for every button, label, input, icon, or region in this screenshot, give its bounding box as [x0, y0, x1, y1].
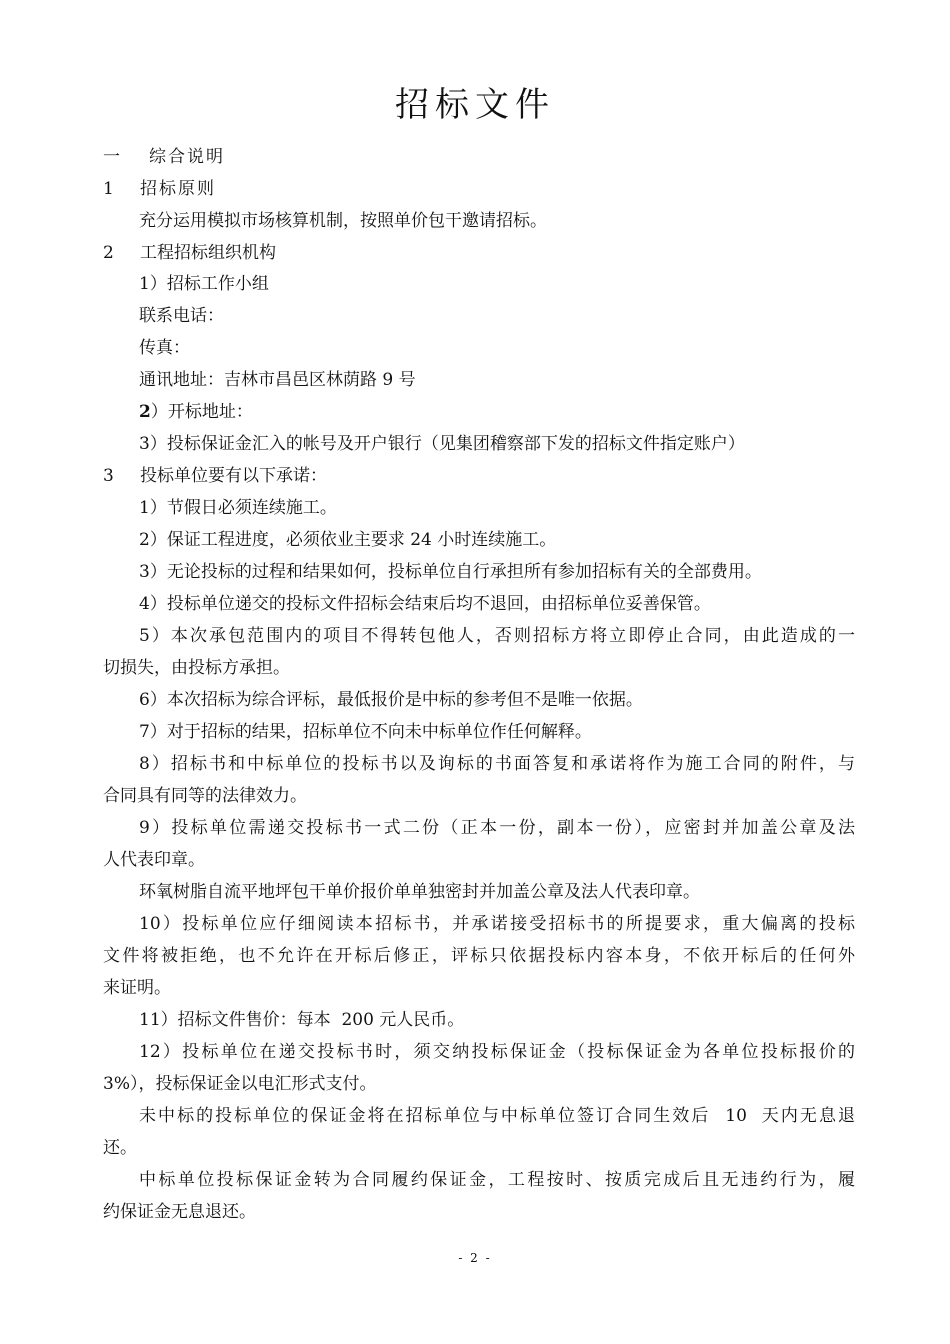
heading-number: 2 [103, 243, 114, 263]
heading-1 [103, 173, 855, 205]
heading-number: 3 [103, 466, 114, 486]
paragraph: 12）投标单位在递交投标书时，须交纳投标保证金（投标保证金为各单位投标报价的 [139, 1042, 855, 1062]
paragraph: 9）投标单位需递交投标书一式二份（正本一份，副本一份），应密封并加盖公章及法 [139, 818, 855, 838]
paragraph: 6）本次招标为综合评标，最低报价是中标的参考但不是唯一依据。 [139, 690, 643, 710]
section-number: 一 [103, 147, 122, 167]
paragraph: 未中标的投标单位的保证金将在招标单位与中标单位签订合同生效后 10 天内无息退 [139, 1106, 855, 1126]
section-heading [103, 141, 855, 173]
paragraph: 1）节假日必须连续施工。 [139, 498, 337, 518]
paragraph: 2）保证工程进度，必须依业主要求 24 小时连续施工。 [139, 530, 557, 550]
paragraph: 3）无论投标的过程和结果如何，投标单位自行承担所有参加招标有关的全部费用。 [139, 562, 762, 582]
heading-3 [103, 460, 855, 492]
paragraph-continuation: 约保证金无息退还。 [103, 1202, 256, 1222]
paragraph: 中标单位投标保证金转为合同履约保证金，工程按时、按质完成后且无违约行为，履 [139, 1170, 855, 1190]
paragraph: 传真： [139, 338, 190, 358]
paragraph-continuation: 来证明。 [103, 978, 171, 998]
paragraph: 11）招标文件售价：每本 200 元人民币。 [139, 1010, 465, 1030]
section-label: 综合说明 [149, 147, 225, 167]
paragraph: 环氧树脂自流平地坪包干单价报价单单独密封并加盖公章及法人代表印章。 [139, 882, 700, 902]
paragraph-continuation: 文件将被拒绝，也不允许在开标后修正，评标只依据投标内容本身，不依开标后的任何外 [103, 946, 855, 966]
heading-label: 招标原则 [140, 179, 216, 199]
paragraph-continuation: 合同具有同等的法律效力。 [103, 786, 307, 806]
bold-number: 2 [139, 402, 151, 422]
paragraph-continuation: 人代表印章。 [103, 850, 205, 870]
paragraph-text: ）开标地址： [150, 402, 253, 422]
paragraph: 8）招标书和中标单位的投标书以及询标的书面答复和承诺将作为施工合同的附件，与 [139, 754, 855, 774]
paragraph: 通讯地址：吉林市昌邑区林荫路 9 号 [139, 370, 416, 390]
document-title: 招标文件 [395, 85, 555, 125]
paragraph: 3）投标保证金汇入的帐号及开户银行（见集团稽察部下发的招标文件指定账户） [139, 434, 745, 454]
paragraph: 联系电话： [139, 306, 224, 326]
paragraph-continuation: 3%），投标保证金以电汇形式支付。 [103, 1074, 377, 1094]
paragraph: 4）投标单位递交的投标文件招标会结束后均不退回，由招标单位妥善保管。 [139, 594, 711, 614]
heading-label: 投标单位要有以下承诺： [140, 466, 327, 486]
paragraph: 1）招标工作小组 [139, 274, 269, 294]
heading-2 [103, 237, 855, 269]
paragraph: 7）对于招标的结果，招标单位不向未中标单位作任何解释。 [139, 722, 592, 742]
paragraph [139, 396, 855, 428]
paragraph-continuation: 切损失，由投标方承担。 [103, 658, 290, 678]
paragraph: 充分运用模拟市场核算机制，按照单价包干邀请招标。 [139, 211, 547, 231]
paragraph: 10）投标单位应仔细阅读本招标书，并承诺接受招标书的所提要求，重大偏离的投标 [139, 914, 855, 934]
paragraph-continuation: 还。 [103, 1138, 137, 1158]
heading-number: 1 [103, 179, 116, 199]
paragraph: 5）本次承包范围内的项目不得转包他人，否则招标方将立即停止合同，由此造成的一 [139, 626, 855, 646]
heading-label: 工程招标组织机构 [140, 243, 276, 263]
page-number: - 2 - [458, 1251, 492, 1265]
